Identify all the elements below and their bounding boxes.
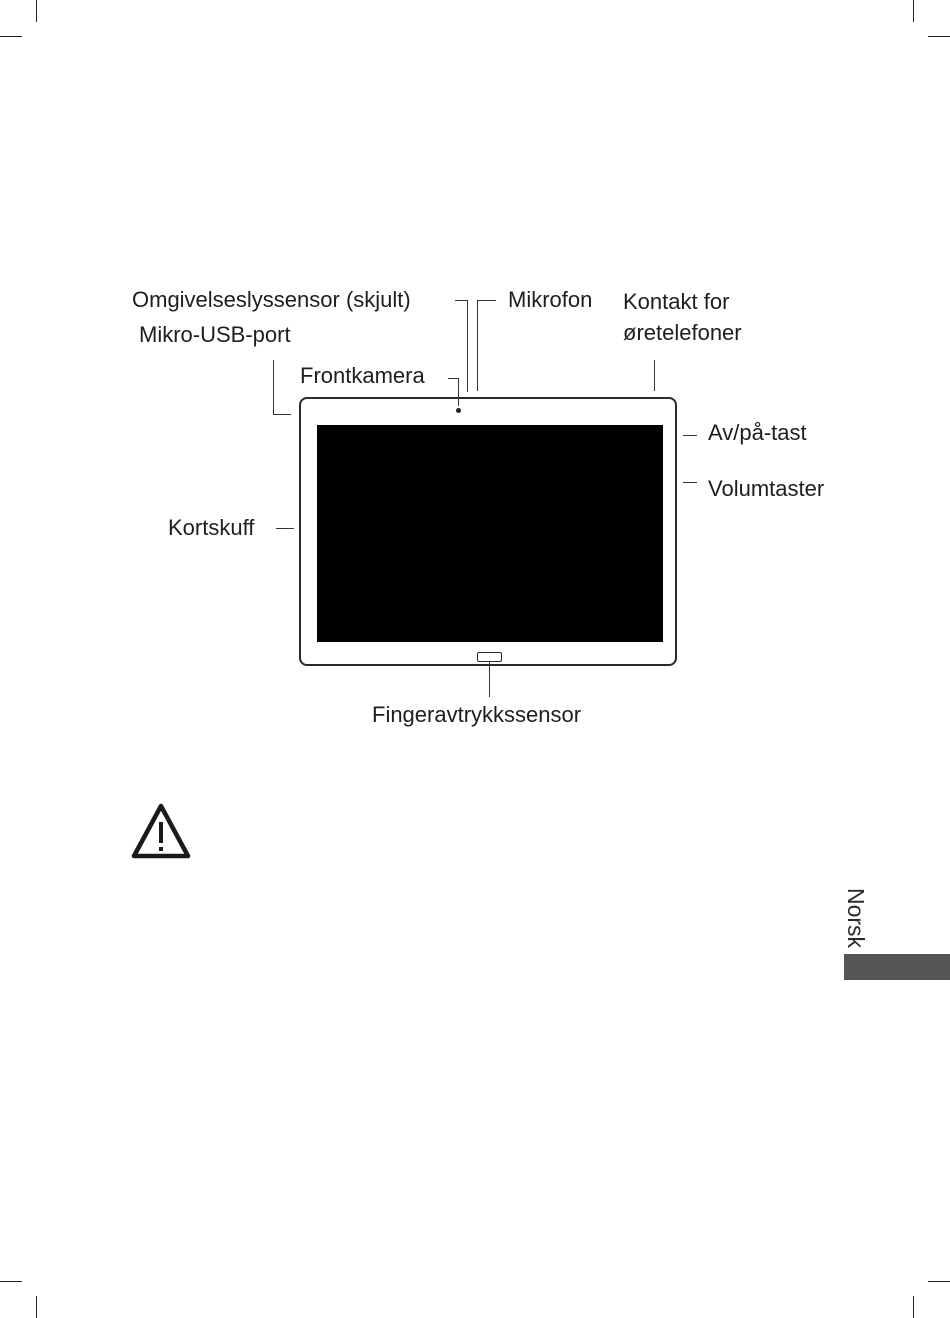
label-microphone: Mikrofon xyxy=(508,287,593,312)
crop-mark-top-left-h xyxy=(0,36,22,37)
label-volume-keys: Volumtaster xyxy=(708,476,825,501)
front-camera-dot xyxy=(456,408,461,413)
crop-mark-bottom-left-v xyxy=(36,1296,37,1318)
crop-mark-bottom-right-v xyxy=(913,1296,914,1318)
label-power-key: Av/på-tast xyxy=(708,420,807,445)
leader-headphone-v xyxy=(654,360,655,391)
label-fingerprint-sensor: Fingeravtrykkssensor xyxy=(372,702,582,727)
label-headphone-jack-line2: øretelefoner xyxy=(623,320,742,345)
leader-fingerprint-v xyxy=(489,662,490,697)
leader-power-h xyxy=(683,435,697,436)
label-front-camera: Frontkamera xyxy=(300,363,425,388)
leader-usb-v xyxy=(273,360,274,414)
language-tab xyxy=(839,888,879,950)
crop-mark-top-right-h xyxy=(928,36,950,37)
leader-usb-h xyxy=(273,414,291,415)
crop-mark-bottom-right-h xyxy=(928,1281,950,1282)
crop-mark-top-right-v xyxy=(913,0,914,22)
leader-ambient-h xyxy=(455,300,467,301)
crop-mark-top-left-v xyxy=(36,0,37,22)
leader-mic-h xyxy=(477,300,496,301)
leader-ambient-v xyxy=(467,300,468,392)
leader-cardtray-h xyxy=(276,528,294,529)
warning-triangle-icon xyxy=(130,802,192,860)
label-headphone-jack-line1: Kontakt for xyxy=(623,289,730,314)
leader-volume-h xyxy=(683,482,697,483)
language-tab-label: Norsk xyxy=(843,888,869,949)
leader-mic-v xyxy=(477,300,478,391)
leader-camera-h xyxy=(448,378,458,379)
fingerprint-sensor-shape xyxy=(477,652,502,662)
tablet-screen xyxy=(317,425,663,642)
crop-mark-bottom-left-h xyxy=(0,1281,22,1282)
label-card-tray: Kortskuff xyxy=(168,515,255,540)
leader-camera-v xyxy=(458,378,459,406)
language-tab-bar xyxy=(844,954,950,980)
label-ambient-light-sensor: Omgivelseslyssensor (skjult) xyxy=(132,287,411,312)
label-micro-usb: Mikro-USB-port xyxy=(139,322,291,347)
